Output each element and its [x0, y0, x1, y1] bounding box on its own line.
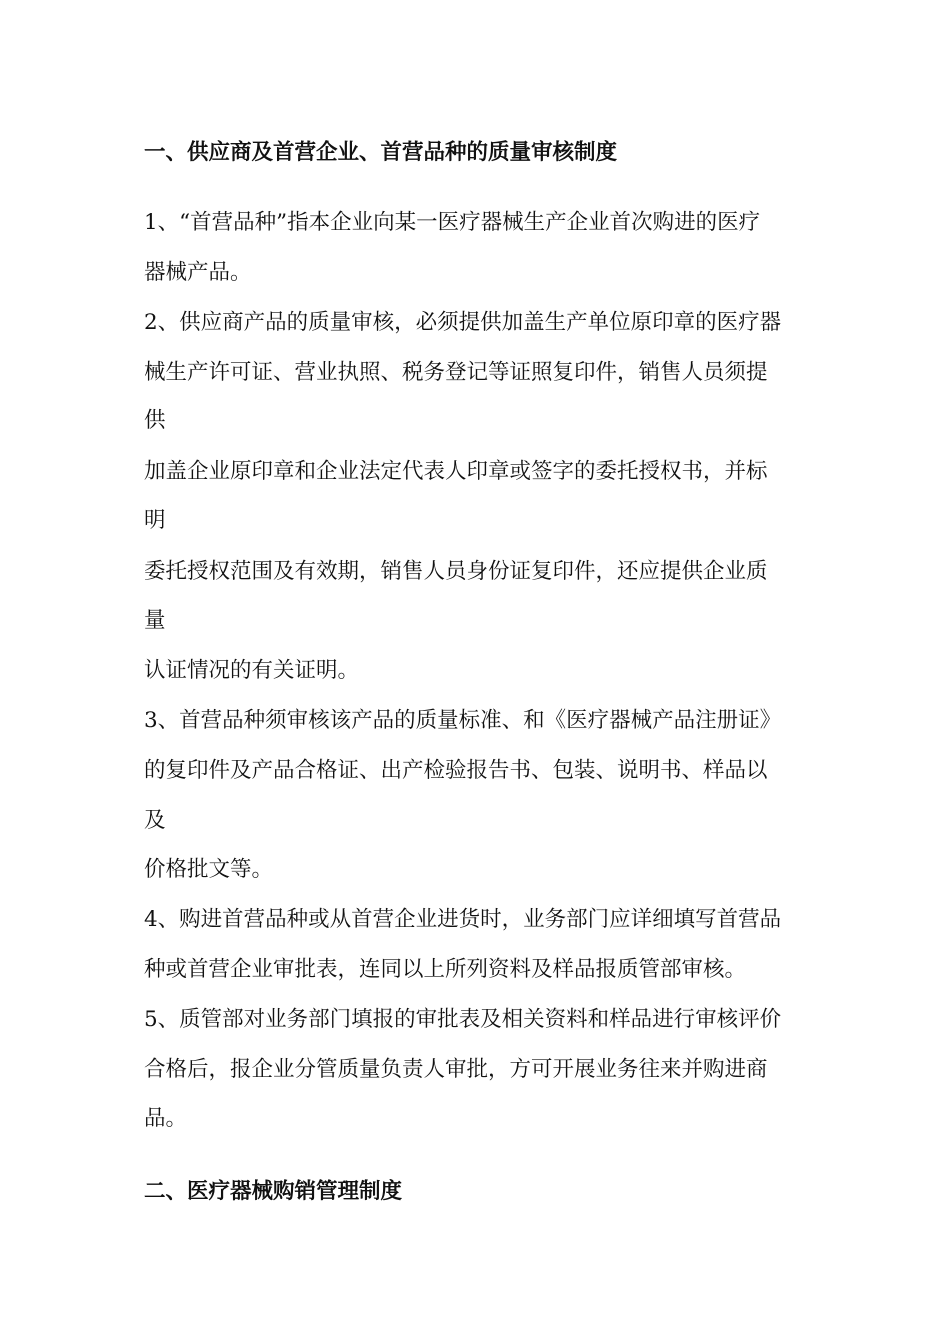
paragraph-line: 品。 — [144, 1106, 188, 1131]
paragraph-line: 供 — [144, 408, 166, 433]
section-heading-1: 一、供应商及首营企业、首营品种的质量审核制度 — [144, 140, 618, 165]
paragraph-line: 械生产许可证、营业执照、税务登记等证照复印件，销售人员须提 — [144, 360, 768, 385]
paragraph-line: 及 — [144, 808, 166, 833]
paragraph-line: 认证情况的有关证明。 — [144, 658, 360, 683]
paragraph-line: 4、购进首营品种或从首营企业进货时，业务部门应详细填写首营品 — [144, 907, 782, 932]
paragraph-line: 5、质管部对业务部门填报的审批表及相关资料和样品进行审核评价 — [144, 1007, 782, 1032]
paragraph-line: 3、首营品种须审核该产品的质量标准、和《医疗器械产品注册证》 — [144, 708, 782, 733]
paragraph-line: 种或首营企业审批表，连同以上所列资料及样品报质管部审核。 — [144, 957, 747, 982]
paragraph-line: 价格批文等。 — [144, 857, 274, 882]
paragraph-line: 明 — [144, 508, 166, 533]
paragraph-line: 委托授权范围及有效期，销售人员身份证复印件，还应提供企业质 — [144, 559, 768, 584]
paragraph-line: 2、供应商产品的质量审核，必须提供加盖生产单位原印章的医疗器 — [144, 310, 782, 335]
paragraph-line: 加盖企业原印章和企业法定代表人印章或签字的委托授权书，并标 — [144, 459, 768, 484]
section-heading-2: 二、医疗器械购销管理制度 — [144, 1179, 403, 1204]
paragraph-line: 器械产品。 — [144, 260, 252, 285]
paragraph-line: 1、“首营品种”指本企业向某一医疗器械生产企业首次购进的医疗 — [144, 210, 761, 235]
paragraph-line: 的复印件及产品合格证、出产检验报告书、包装、说明书、样品以 — [144, 758, 768, 783]
paragraph-line: 合格后，报企业分管质量负责人审批，方可开展业务往来并购进商 — [144, 1057, 768, 1082]
paragraph-line: 量 — [144, 608, 166, 633]
